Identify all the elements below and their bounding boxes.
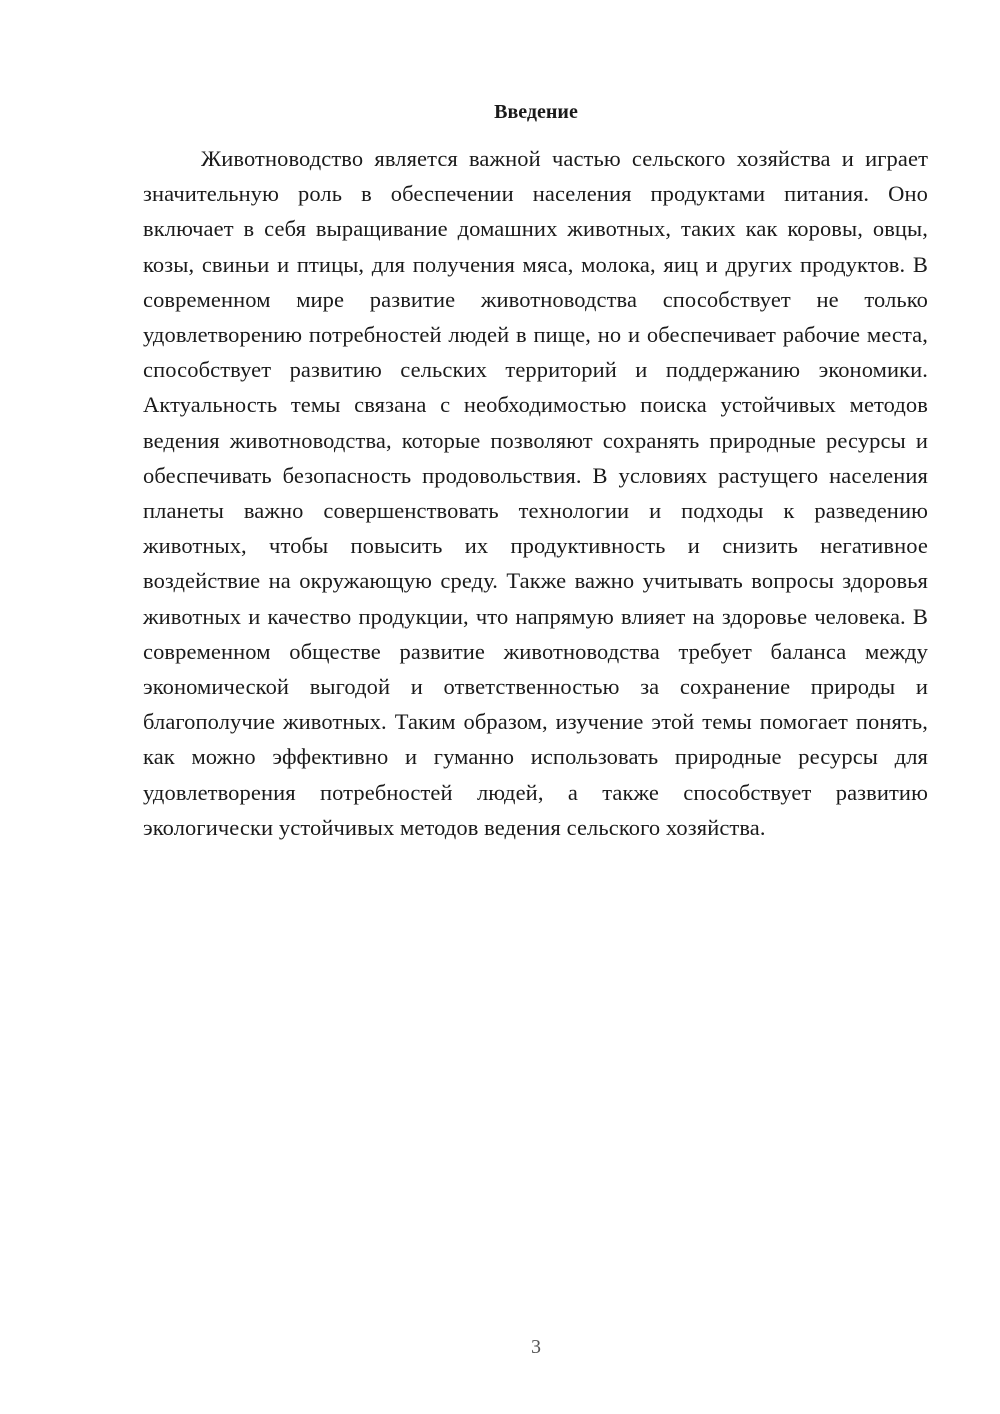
section-title: Введение <box>494 101 578 123</box>
body-paragraph: Животноводство является важной частью сельского хозяйства и играет значительную роль в обеспечении населения продуктами питания. Оно включает в себя выращивание домашних животных, таких как коровы, овцы, козы, свиньи и птицы, для получения мяса, молока, яиц и других продуктов. В современном мире развитие животноводства способствует не только удовлетворению потребностей людей в пище, но и обеспечивает рабочие места, способствует развитию сельских территорий и поддержанию экономики. Актуальность темы связана с необходимостью поиска устойчивых методов ведения животноводства, которые позволяют сохранять природные ресурсы и обеспечивать безопасность продовольствия. В условиях растущего населения планеты важно совершенствовать технологии и подходы к разведению животных, чтобы повысить их продуктивность и снизить негативное воздействие на окружающую среду. Также важно учитывать вопросы здоровья животных и качество продукции, что напрямую влияет на здоровье человека. В современном обществе развитие животноводства требует баланса между экономической выгодой и ответственностью за сохранение природы и благополучие животных. Таким образом, изучение этой темы помогает понять, как можно эффективно и гуманно использовать природные ресурсы для удовлетворения потребностей людей, а также способствует развитию экологически устойчивых методов ведения сельского хозяйства. <box>143 146 928 840</box>
page-number: 3 <box>531 1336 541 1358</box>
